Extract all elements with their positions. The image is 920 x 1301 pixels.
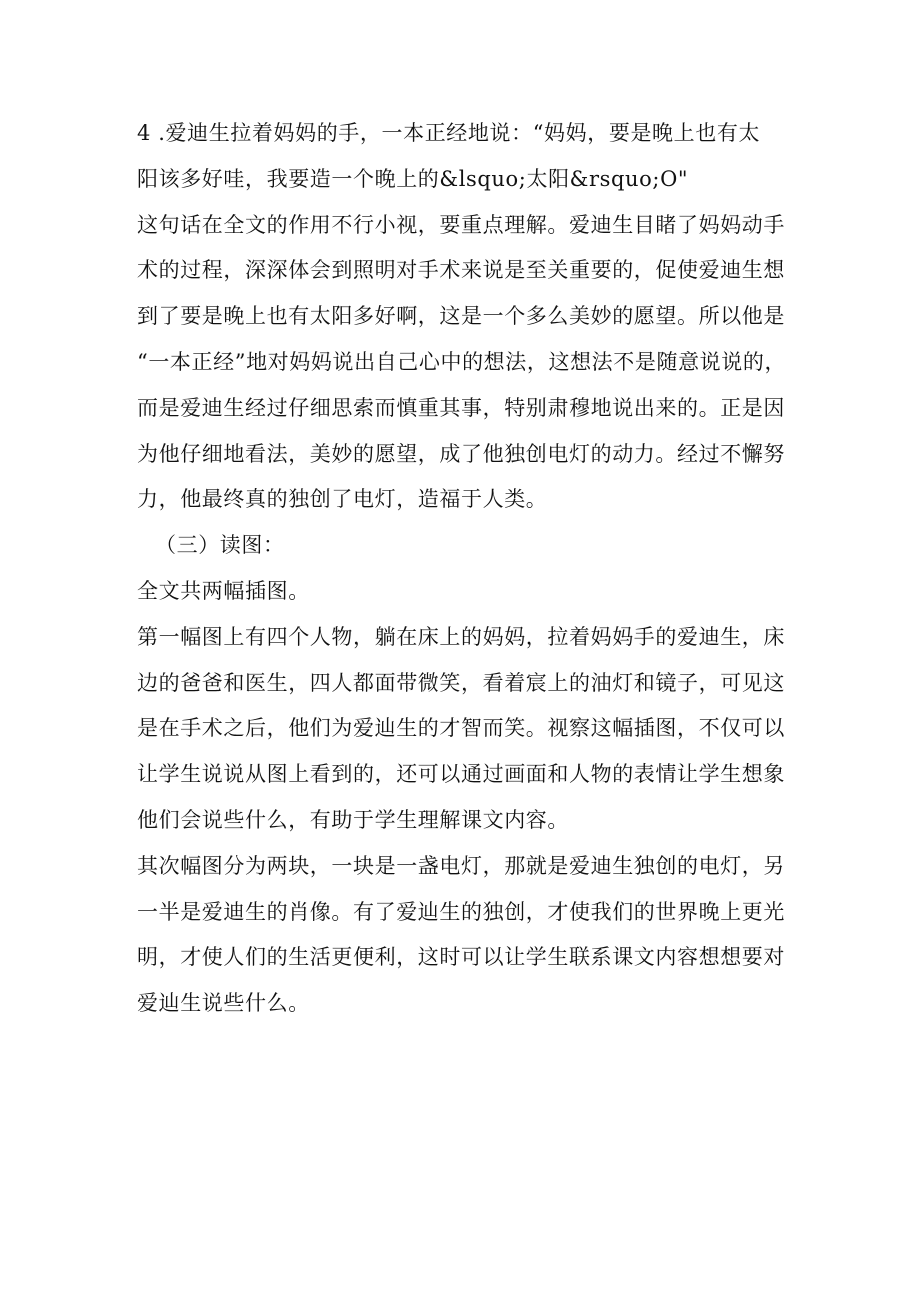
text-line: “一本正经”地对妈妈说出自己心中的想法，这想法不是随意说说的， xyxy=(137,349,787,374)
section-heading xyxy=(137,523,787,569)
text-line: 爱辿生说些什么。 xyxy=(137,991,310,1016)
text-line: 4 .爱迪生拉着妈妈的手，一本正经地说：“妈妈，要是晚上也有太 xyxy=(137,121,761,145)
text-line: 为他仔细地看法，美妙的愿望，成了他独创电灯的动力。经过不懈努 xyxy=(137,441,785,466)
text-line: 力，他最终真的独创了电灯，造福于人类。 xyxy=(137,487,548,512)
question-heading-paragraph xyxy=(137,111,787,203)
text-line: 一半是爱迪生的肖像。有了爱辿生的独创，才使我们的世界晚上更光 xyxy=(137,899,785,924)
text-line: 这句话在全文的作用不行小视，要重点理解。爱迪生目睹了妈妈动手 xyxy=(137,212,785,237)
text-line: 第一幅图上有四个人物，躺在床上的妈妈，拉着妈妈手的爱迪生，床 xyxy=(137,624,785,649)
text-line: （三）读图： xyxy=(155,533,285,558)
document-body xyxy=(137,111,787,1027)
text-line: 让学生说说从图上看到的，还可以通过画面和人物的表情让学生想象 xyxy=(137,762,785,787)
first-illustration-paragraph xyxy=(137,615,787,844)
text-line: 其次幅图分为两块，一块是一盏电灯，那就是爱迪生独创的电灯，另 xyxy=(137,853,785,878)
analysis-paragraph xyxy=(137,203,787,524)
text-line: 边的爸爸和医生，四人都面带微笑，看着宸上的油灯和镜子，可见这 xyxy=(137,670,785,695)
text-line: 阳该多好哇，我要造一个晚上的&lsquo;太阳&rsquo;O" xyxy=(137,166,689,191)
text-line: 是在手术之后，他们为爱辿生的才智而笑。视察这幅插图，不仅可以 xyxy=(137,716,785,741)
text-line: 到了要是晚上也有太阳多好啊，这是一个多么美妙的愿望。所以他是 xyxy=(137,304,785,329)
text-line: 而是爱迪生经过仔细思索而慎重其事，特别肃穆地说出来的。正是因 xyxy=(137,395,785,420)
text-line: 他们会说些什么，有助于学生理解课文内容。 xyxy=(137,807,569,832)
text-line: 全文共两幅插图。 xyxy=(137,578,310,603)
text-line: 术的过程，深深体会到照明对手术来说是至关重要的，促使爱迪生想 xyxy=(137,258,785,283)
text-line: 明，才使人们的生活更便利，这时可以让学生联系课文内容想想要对 xyxy=(137,945,785,970)
second-illustration-paragraph xyxy=(137,844,787,1027)
illustration-summary-paragraph xyxy=(137,569,787,615)
